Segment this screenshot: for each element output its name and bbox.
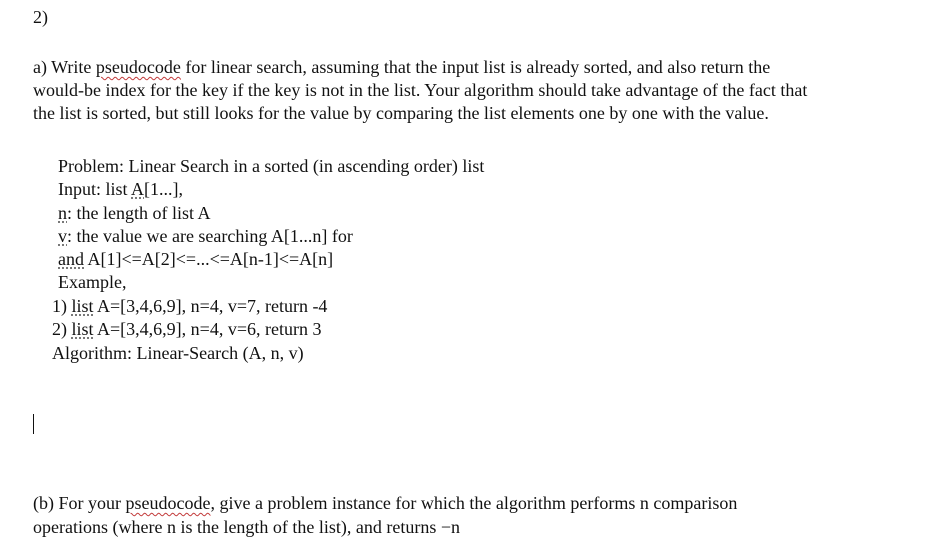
example-1	[52, 295, 327, 317]
problem-v-label: v	[58, 226, 67, 246]
problem-n-label: n	[58, 203, 67, 223]
part-a-line-3: the list is sorted, but still looks for the value by comparing the list elements one by one with the value.	[33, 103, 769, 123]
part-b-line-1	[33, 492, 737, 514]
question-number: 2)	[33, 7, 48, 27]
example-1-text: A=[3,4,6,9], n=4, v=7, return -4	[93, 296, 328, 316]
example-1-list-word: list	[71, 296, 94, 316]
problem-v-text: : the value we are searching A[1...n] for	[67, 226, 353, 246]
problem-and-label: and	[58, 249, 84, 269]
problem-input-a: A	[131, 179, 145, 199]
example-2-text: A=[3,4,6,9], n=4, v=6, return 3	[93, 319, 322, 339]
example-label: Example,	[58, 272, 127, 292]
problem-input-label: Input: list	[58, 179, 132, 199]
part-a-pseudocode-word: pseudocode	[95, 57, 181, 77]
problem-title: Problem: Linear Search in a sorted (in ascending order) list	[58, 156, 485, 176]
problem-n	[58, 202, 211, 224]
part-b-pseudocode-word: pseudocode	[125, 493, 211, 513]
part-a-line-2: would-be index for the key if the key is not in the list. Your algorithm should take advantage of the fact that	[33, 80, 808, 100]
part-a-line-1-end: for linear search, assuming that the input list is already sorted, and also return the	[180, 57, 771, 77]
algorithm-signature: Algorithm: Linear-Search (A, n, v)	[52, 343, 304, 363]
example-2-number: 2)	[52, 319, 72, 339]
problem-v	[58, 225, 353, 247]
part-b-line-1-end: , give a problem instance for which the algorithm performs n comparison	[210, 493, 738, 513]
problem-input	[58, 178, 183, 200]
problem-and-text: A[1]<=A[2]<=...<=A[n-1]<=A[n]	[84, 249, 334, 269]
example-2-list-word: list	[71, 319, 94, 339]
part-a-line-1-start: a) Write	[33, 57, 96, 77]
problem-n-text: : the length of list A	[67, 203, 211, 223]
part-b-line-1-start: (b) For your	[33, 493, 126, 513]
problem-sorted-condition	[58, 248, 333, 270]
part-a-line-1	[33, 56, 770, 78]
part-b-line-2: operations (where n is the length of the list), and returns −n	[33, 517, 461, 537]
text-cursor[interactable]	[33, 414, 34, 434]
problem-input-range: [1...],	[144, 179, 184, 199]
example-1-number: 1)	[52, 296, 72, 316]
example-2	[52, 318, 321, 340]
